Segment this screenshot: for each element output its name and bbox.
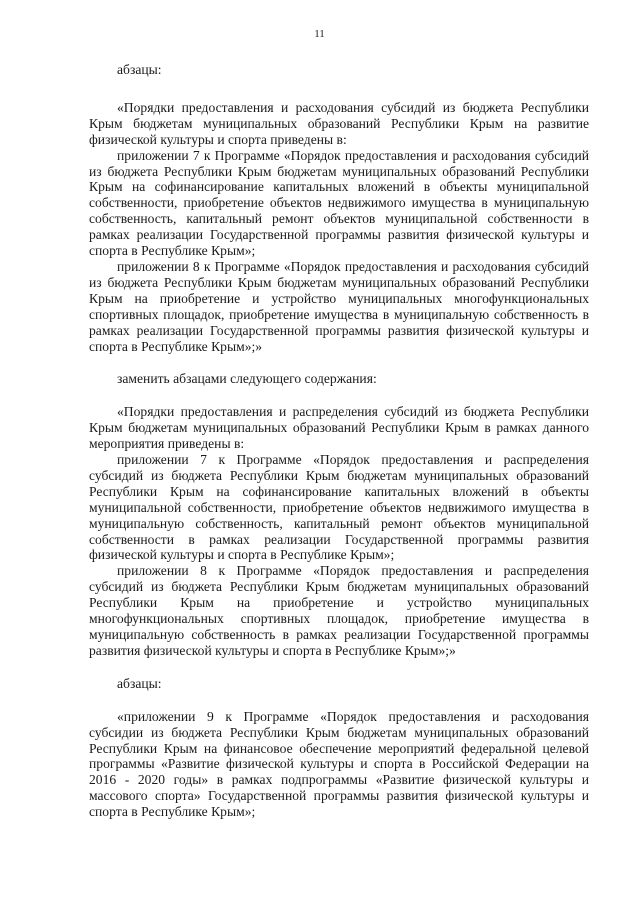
paragraph-subsidies-intro-old: «Порядки предоставления и расходования субсидий из бюджета Республики Крым бюджетам муниципальных образований Республики Крым на развитие физической культуры и спорта приведены в: <box>89 99 589 147</box>
paragraph-appendix-9: «приложении 9 к Программе «Порядок предоставления и расходования субсидии из бюджета Республики Крым бюджетам муниципальных образований Республики Крым на финансовое обеспечение мероприятий федеральной целевой программы «Развитие физической культуры и спорта в Российской Федерации на 2016 - 2020 годы» в рамках подпрограммы «Развитие физической культуры и массового спорта» Государственной программы развития физической культуры и спорта в Республике Крым»; <box>89 708 589 820</box>
paragraph-heading-abzacy-1: абзацы: <box>117 62 162 77</box>
paragraph-heading-abzacy-2: абзацы: <box>117 675 162 691</box>
page-number: 11 <box>314 28 325 40</box>
document-body <box>89 62 589 820</box>
paragraph-appendix-8-old: приложении 8 к Программе «Порядок предоставления и расходования субсидий из бюджета Республики Крым бюджетам муниципальных образований Республики Крым на приобретение и устройство муниципальных многофункциональных спортивных площадок, приобретение имущества в муниципальную собственность в рамках реализации Государственной программы развития физической культуры и спорта в Республике Крым»;» <box>89 258 589 354</box>
paragraph-appendix-7-new: приложении 7 к Программе «Порядок предоставления и распределения субсидий из бюджета Республики Крым бюджетам муниципальных образований Республики Крым на софинансирование капитальных вложений в объекты муниципальной собственности, приобретение объектов недвижимого имущества в муниципальную собственность, капитальный ремонт объектов муниципальной собственности в рамках реализации Государственной программы развития физической культуры и спорта в Республике Крым»; <box>89 452 589 563</box>
paragraph-subsidies-intro-new: «Порядки предоставления и распределения субсидий из бюджета Республики Крым бюджетам муниципальных образований Республики Крым в рамках данного мероприятия приведены в: <box>89 404 589 452</box>
paragraph-replace-instruction: заменить абзацами следующего содержания: <box>117 371 377 387</box>
paragraph-appendix-8-new: приложении 8 к Программе «Порядок предоставления и распределения субсидий из бюджета Республики Крым бюджетам муниципальных образований Республики Крым на приобретение и устройство муниципальных многофункциональных спортивных площадок, приобретение имущества в муниципальную собственность в рамках реализации Государственной программы развития физической культуры и спорта в Республике Крым»;» <box>89 563 589 658</box>
paragraph-appendix-7-old: приложении 7 к Программе «Порядок предоставления и расходования субсидий из бюджета Республики Крым бюджетам муниципальных образований Республики Крым на софинансирование капитальных вложений в объекты муниципальной собственности, приобретение объектов недвижимого имущества в муниципальную собственность, капитальный ремонт объектов муниципальной собственности в рамках реализации Государственной программы развития физической культуры и спорта в Республике Крым»; <box>89 147 589 259</box>
